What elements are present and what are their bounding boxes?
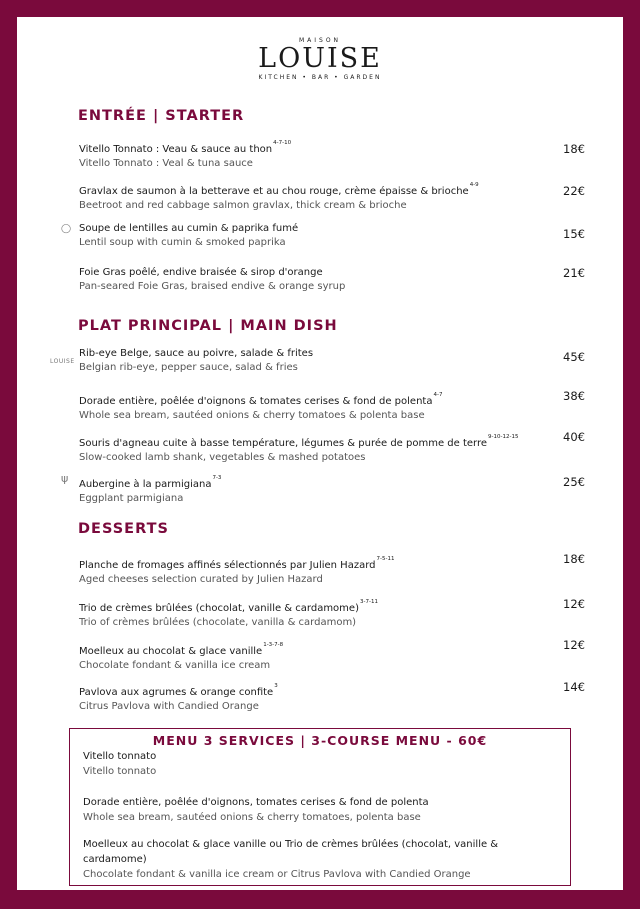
- item-price: 12€: [563, 597, 585, 611]
- menu-item: [79, 638, 619, 673]
- item-name: Foie Gras poêlé, endive braisée & sirop d'orange: [79, 267, 323, 278]
- item-translation: Chocolate fondant & vanilla ice cream: [79, 660, 271, 671]
- set-menu-course: [83, 837, 503, 882]
- item-price: 18€: [563, 142, 585, 156]
- menu-item: [79, 595, 619, 630]
- item-translation: Aged cheeses selection curated by Julien Hazard: [79, 574, 323, 585]
- set-menu-course: [83, 749, 503, 779]
- menu-item: [79, 471, 619, 506]
- menu-item: [79, 178, 619, 213]
- set-menu-box: [69, 728, 571, 886]
- item-name: Dorade entière, poêlée d'oignons & tomates cerises & fond de polenta: [79, 396, 433, 407]
- item-name: Souris d'agneau cuite à basse température, légumes & purée de pomme de terre: [79, 438, 488, 449]
- allergen-codes: 7-3: [212, 475, 222, 481]
- item-name: Trio de crèmes brûlées (chocolat, vanille & cardamome): [79, 603, 359, 614]
- item-translation: Slow-cooked lamb shank, vegetables & mashed potatoes: [79, 452, 366, 463]
- course-name: Vitello tonnato: [83, 751, 157, 762]
- allergen-codes: 3-7-11: [359, 599, 378, 605]
- brand-name: LOUISE: [258, 43, 382, 74]
- item-price: 25€: [563, 475, 585, 489]
- set-menu-title: MENU 3 SERVICES | 3-COURSE MENU - 60€: [152, 733, 488, 748]
- leaf-icon: ◯: [61, 224, 72, 234]
- menu-item: [79, 679, 619, 714]
- menu-item: [79, 266, 619, 294]
- item-price: 45€: [563, 350, 585, 364]
- menu-item: [79, 552, 619, 587]
- allergen-codes: 1-3-7-8: [263, 642, 284, 648]
- section-title-starters: ENTRÉE | STARTER: [78, 108, 245, 124]
- item-name: Gravlax de saumon à la betterave et au chou rouge, crème épaisse & brioche: [79, 186, 469, 197]
- section-title-desserts: DESSERTS: [78, 521, 169, 537]
- brand-tagline: KITCHEN • BAR • GARDEN: [258, 74, 382, 81]
- item-translation: Whole sea bream, sautéed onions & cherry tomatoes & polenta base: [79, 410, 425, 421]
- menu-page: [17, 17, 623, 890]
- course-name: Moelleux au chocolat & glace vanille ou Trio de crèmes brûlées (chocolat, vanille & cardamome): [83, 839, 499, 865]
- item-translation: Pan-seared Foie Gras, braised endive & orange syrup: [79, 281, 346, 292]
- allergen-codes: 4-7: [433, 392, 443, 398]
- course-translation: Whole sea bream, sautéed onions & cherry tomatoes, polenta base: [83, 812, 421, 823]
- menu-item: [79, 388, 619, 423]
- allergen-codes: 7-5-11: [376, 556, 395, 562]
- item-name: Planche de fromages affinés sélectionnés par Julien Hazard: [79, 560, 376, 571]
- set-menu-course: [83, 795, 503, 825]
- course-translation: Vitello tonnato: [83, 766, 157, 777]
- item-price: 40€: [563, 430, 585, 444]
- item-name: Aubergine à la parmigiana: [79, 479, 212, 490]
- louise-mini-logo: LOUISE: [50, 358, 75, 365]
- brand-logo: [17, 37, 623, 81]
- item-price: 12€: [563, 638, 585, 652]
- menu-item: [79, 347, 619, 375]
- brand-maison: MAISON: [298, 37, 342, 44]
- allergen-codes: 4-9: [469, 182, 479, 188]
- item-translation: Trio of crèmes brûlées (chocolate, vanilla & cardamom): [79, 617, 357, 628]
- item-translation: Eggplant parmigiana: [79, 493, 184, 504]
- course-translation: Chocolate fondant & vanilla ice cream or Citrus Pavlova with Candied Orange: [83, 869, 471, 880]
- item-price: 15€: [563, 227, 585, 241]
- item-translation: Vitello Tonnato : Veal & tuna sauce: [79, 158, 253, 169]
- item-name: Rib-eye Belge, sauce au poivre, salade & frites: [79, 348, 314, 359]
- menu-item: [79, 136, 619, 171]
- item-translation: Lentil soup with cumin & smoked paprika: [79, 237, 286, 248]
- item-price: 38€: [563, 389, 585, 403]
- item-translation: Citrus Pavlova with Candied Orange: [79, 701, 259, 712]
- item-name: Soupe de lentilles au cumin & paprika fumé: [79, 223, 299, 234]
- allergen-codes: 9-10-12-15: [488, 434, 519, 440]
- item-price: 18€: [563, 552, 585, 566]
- item-translation: Belgian rib-eye, pepper sauce, salad & fries: [79, 362, 298, 373]
- item-name: Moelleux au chocolat & glace vanille: [79, 646, 263, 657]
- item-translation: Beetroot and red cabbage salmon gravlax, thick cream & brioche: [79, 200, 407, 211]
- sprout-icon: ψ: [61, 472, 69, 485]
- menu-item: [79, 430, 619, 465]
- menu-item: [79, 222, 619, 250]
- section-title-mains: PLAT PRINCIPAL | MAIN DISH: [78, 318, 338, 334]
- item-price: 21€: [563, 266, 585, 280]
- item-price: 22€: [563, 184, 585, 198]
- item-price: 14€: [563, 680, 585, 694]
- item-name: Pavlova aux agrumes & orange confite: [79, 687, 274, 698]
- course-name: Dorade entière, poêlée d'oignons, tomates cerises & fond de polenta: [83, 797, 429, 808]
- item-name: Vitello Tonnato : Veau & sauce au thon: [79, 144, 273, 155]
- allergen-codes: 3: [274, 683, 278, 689]
- allergen-codes: 4-7-10: [273, 140, 292, 146]
